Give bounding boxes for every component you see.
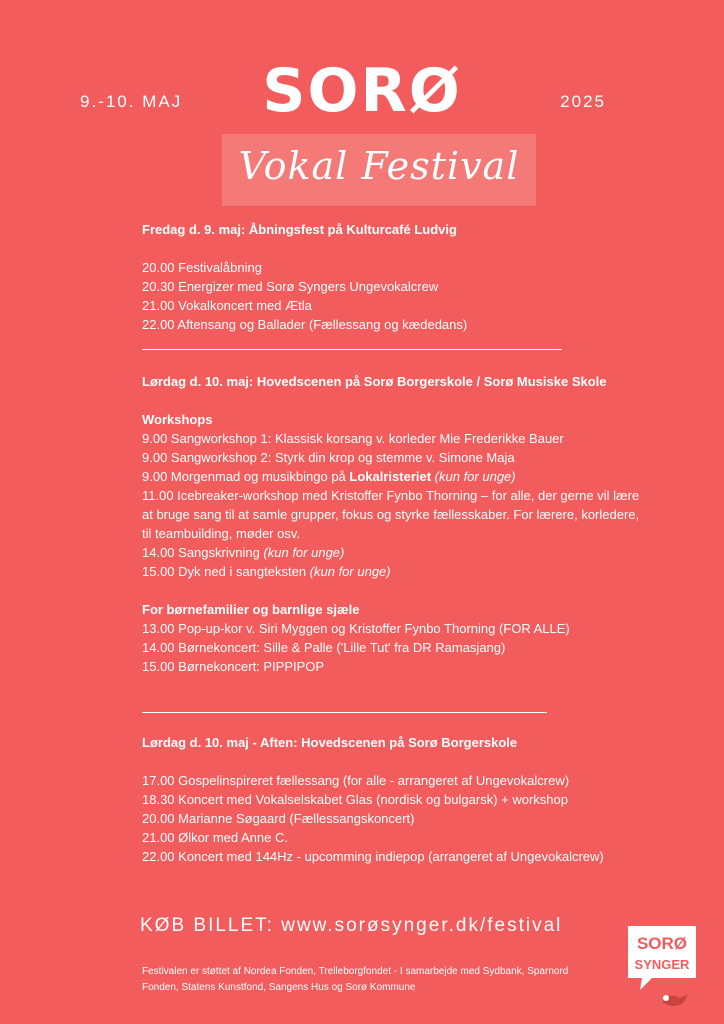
- evening-item: 17.00 Gospelinspireret fællessang (for alle - arrangeret af Ungevokalcrew): [142, 773, 570, 788]
- families-item: 15.00 Børnekoncert: PIPPIPOP: [142, 659, 325, 674]
- logo-text-line1: SORØ: [636, 934, 688, 953]
- workshop-venue: Lokalristeriet: [349, 469, 432, 484]
- workshop-item: 9.00 Sangworkshop 2: Styrk din krop og stemme v. Simone Maja: [142, 450, 515, 465]
- workshop-note: (kun for unge): [263, 545, 345, 560]
- families-item: 13.00 Pop-up-kor v. Siri Myggen og Kristoffer Fynbo Thorning (FOR ALLE): [142, 621, 570, 636]
- workshop-note: (kun for unge): [431, 469, 516, 484]
- saturday-heading: Lørdag d. 10. maj: Hovedscenen på Sorø Borgerskole / Sorø Musiske Skole: [142, 374, 607, 389]
- workshop-item: [142, 543, 642, 562]
- workshop-item: [142, 467, 642, 486]
- friday-item: 21.00 Vokalkoncert med Ætla: [142, 298, 312, 313]
- friday-item: 22.00 Aftensang og Ballader (Fællessang og kædedans): [142, 317, 468, 332]
- soro-synger-logo: [622, 922, 702, 1012]
- workshop-text: 15.00 Dyk ned i sangteksten: [142, 564, 310, 579]
- workshop-item: 11.00 Icebreaker-workshop med Kristoffer Fynbo Thorning – for alle, der gerne vil lære at bruge sang til at samle grupper, fokus og styrke fællesskaber. For lærere, korledere, til teambuilding, møder osv.: [142, 488, 640, 541]
- evening-item: 22.00 Koncert med 144Hz - upcomming indiepop (arrangeret af Ungevokalcrew): [142, 849, 604, 864]
- families-heading: For børnefamilier og barnlige sjæle: [142, 602, 360, 617]
- workshop-text: 9.00 Morgenmad og musikbingo på: [142, 469, 350, 484]
- logo-text-line2: SYNGER: [634, 957, 690, 972]
- separator-line: [142, 712, 547, 713]
- workshop-text: 14.00 Sangskrivning: [142, 545, 264, 560]
- evening-item: 18.30 Koncert med Vokalselskabet Glas (nordisk og bulgarsk) + workshop: [142, 792, 568, 807]
- evening-heading: Lørdag d. 10. maj - Aften: Hovedscenen på Sorø Borgerskole: [142, 735, 518, 750]
- evening-item: 21.00 Ølkor med Anne C.: [142, 830, 288, 845]
- workshops-heading: Workshops: [142, 412, 213, 427]
- festival-title: SORØ: [262, 56, 462, 126]
- festival-subtitle: Vokal Festival: [238, 144, 520, 188]
- workshop-item: 9.00 Sangworkshop 1: Klassisk korsang v. korleder Mie Frederikke Bauer: [142, 431, 564, 446]
- buy-ticket-link[interactable]: KØB BILLET: www.sorøsynger.dk/festival: [140, 915, 563, 936]
- separator-line: [142, 349, 562, 350]
- festival-dates: 9.-10. MAJ: [80, 92, 183, 111]
- program: [142, 220, 642, 866]
- friday-heading: Fredag d. 9. maj: Åbningsfest på Kulturcafé Ludvig: [142, 222, 457, 237]
- workshop-item: [142, 562, 642, 581]
- sponsors-text: Festivalen er støttet af Nordea Fonden, Trelleborgfondet - I samarbejde med Sydbank, Sparnord Fonden, Statens Kunstfond, Sangens Hus og Sorø Kommune: [142, 966, 569, 993]
- bird-eye-icon: [663, 995, 669, 1001]
- friday-item: 20.30 Energizer med Sorø Syngers Ungevokalcrew: [142, 279, 439, 294]
- workshop-note: (kun for unge): [309, 564, 391, 579]
- friday-item: 20.00 Festivalåbning: [142, 260, 262, 275]
- evening-item: 20.00 Marianne Søgaard (Fællessangskoncert): [142, 811, 415, 826]
- festival-year: 2025: [560, 92, 606, 111]
- families-item: 14.00 Børnekoncert: Sille & Palle ('Lille Tut' fra DR Ramasjang): [142, 640, 506, 655]
